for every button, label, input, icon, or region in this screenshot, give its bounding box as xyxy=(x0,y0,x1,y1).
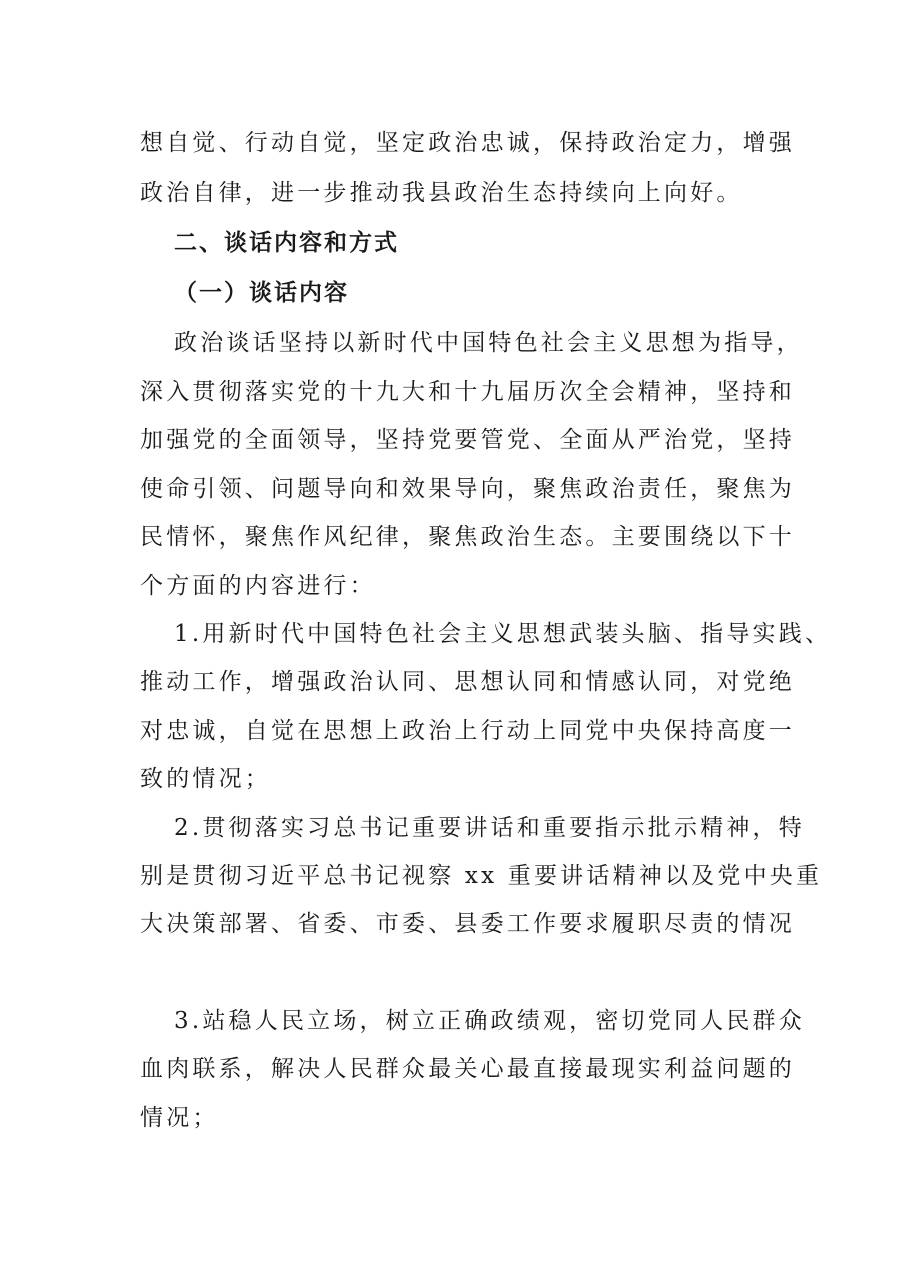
list-item-line: 血肉联系，解决人民群众最关心最直接最现实利益问题的 xyxy=(140,1056,795,1082)
list-item-line: 情况； xyxy=(140,1105,219,1131)
list-item-line: 推动工作，增强政治认同、思想认同和情感认同，对党绝 xyxy=(140,669,795,695)
paragraph-line: 个方面的内容进行： xyxy=(140,573,376,599)
subsection-heading: （一）谈话内容 xyxy=(174,280,349,306)
paragraph-line: 加强党的全面领导，坚持党要管党、全面从严治党，坚持 xyxy=(140,427,795,453)
list-item-line: 大决策部署、省委、市委、县委工作要求履职尽责的情况 xyxy=(140,911,795,937)
list-item-line: 别是贯彻习近平总书记视察 xx 重要讲话精神以及党中央重 xyxy=(140,863,823,889)
list-item-line: 1.用新时代中国特色社会主义思想武装头脑、指导实践、 xyxy=(174,621,832,647)
paragraph-line: 深入贯彻落实党的十九大和十九届历次全会精神，坚持和 xyxy=(140,379,795,405)
list-item-line: 对忠诚，自觉在思想上政治上行动上同党中央保持高度一 xyxy=(140,718,795,744)
paragraph-line: 民情怀，聚焦作风纪律，聚焦政治生态。主要围绕以下十 xyxy=(140,524,795,550)
paragraph-line: 想自觉、行动自觉，坚定政治忠诚，保持政治定力，增强 xyxy=(140,130,795,156)
paragraph-line: 政治自律，进一步推动我县政治生态持续向上向好。 xyxy=(140,180,743,206)
list-item-line: 2.贯彻落实习总书记重要讲话和重要指示批示精神，特 xyxy=(174,815,805,841)
list-item-line: 3.站稳人民立场，树立正确政绩观，密切党同人民群众 xyxy=(174,1008,805,1034)
section-heading: 二、谈话内容和方式 xyxy=(174,230,399,256)
paragraph-line: 政治谈话坚持以新时代中国特色社会主义思想为指导， xyxy=(174,330,803,356)
paragraph-line: 使命引领、问题导向和效果导向，聚焦政治责任，聚焦为 xyxy=(140,476,795,502)
list-item-line: 致的情况； xyxy=(140,766,271,792)
